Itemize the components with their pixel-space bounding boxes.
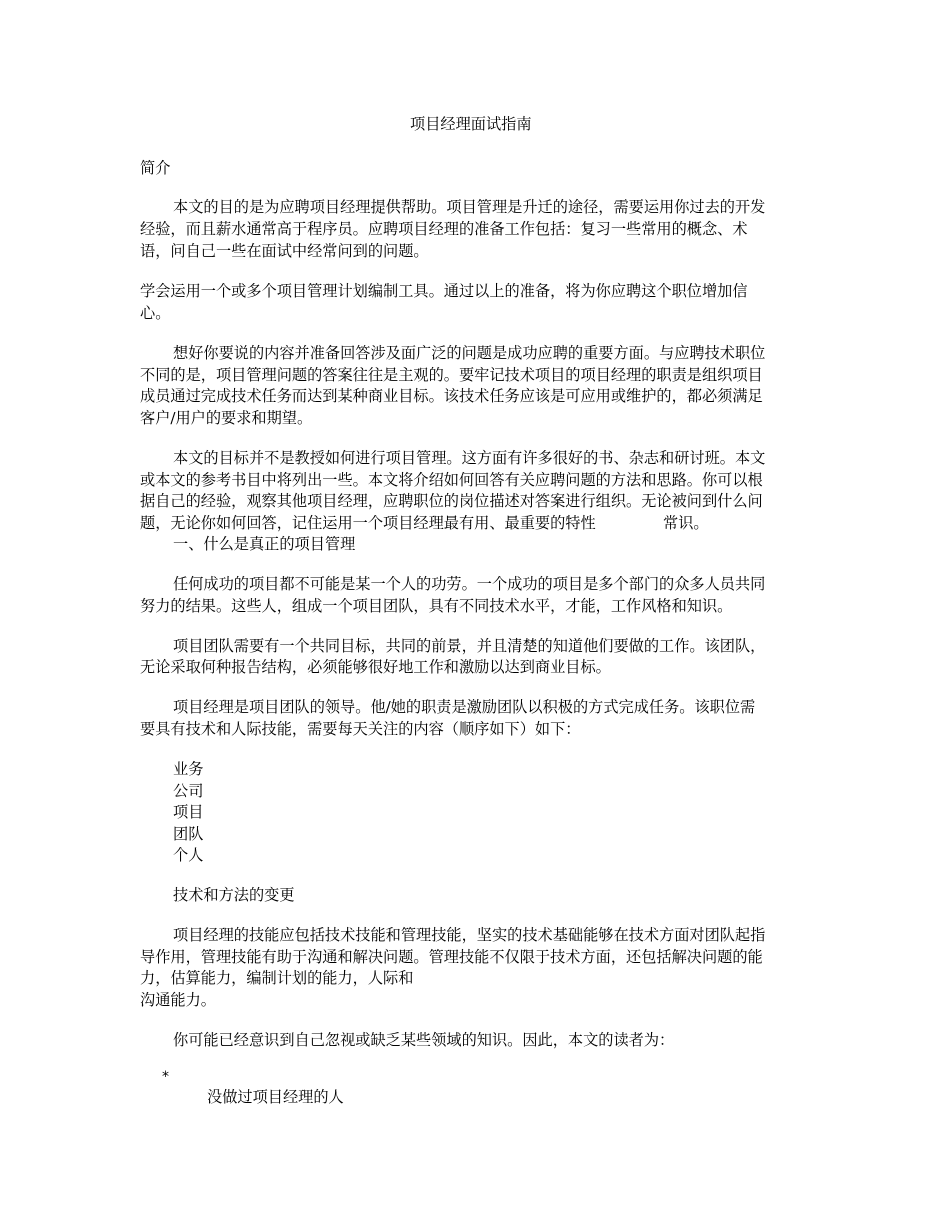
list-item: 个人	[173, 846, 204, 864]
list-item: 团队	[173, 825, 204, 843]
document-title: 项目经理面试指南	[410, 115, 532, 133]
paragraph-line: 你可能已经意识到自己忽视或缺乏某些领域的知识。因此，本文的读者为：	[173, 1031, 675, 1049]
paragraph-line: 项目经理是项目团队的领导。他/她的职责是激励团队以积极的方式完成任务。该职位需	[173, 698, 756, 716]
paragraph-line: 经验，而且薪水通常高于程序员。应聘项目经理的准备工作包括：复习一些常用的概念、术	[140, 220, 748, 238]
paragraph-line: 想好你要说的内容并准备回答涉及面广泛的问题是成功应聘的重要方面。与应聘技术职位	[173, 344, 766, 362]
paragraph-line: 本文的目的是为应聘项目经理提供帮助。项目管理是升迁的途径，需要运用你过去的开发	[173, 198, 766, 216]
paragraph-line: 不同的是，项目管理问题的答案往往是主观的。要牢记技术项目的项目经理的职责是组织项目	[140, 366, 763, 384]
paragraph-line: 努力的结果。这些人，组成一个项目团队，具有不同技术水平，才能，工作风格和知识。	[140, 597, 733, 615]
section-heading: 一、什么是真正的项目管理	[173, 535, 356, 553]
paragraph-line: 项目团队需要有一个共同目标，共同的前景，并且清楚的知道他们要做的工作。该团队，	[173, 637, 766, 655]
paragraph-line: 导作用，管理技能有助于沟通和解决问题。管理技能不仅限于技术方面，还包括解决问题的能	[140, 948, 763, 966]
paragraph-line: 力，估算能力，编制计划的能力，人际和	[140, 969, 414, 987]
paragraph-line: 本文的目标并不是教授如何进行项目管理。这方面有许多很好的书、杂志和研讨班。本文	[173, 449, 766, 467]
paragraph-line: 沟通能力。	[140, 991, 216, 1009]
paragraph-line: 学会运用一个或多个项目管理计划编制工具。通过以上的准备，将为你应聘这个职位增加信	[140, 282, 748, 300]
list-item: 公司	[173, 782, 204, 800]
paragraph-line: 或本文的参考书目中将列出一些。本文将介绍如何回答有关应聘问题的方法和思路。你可以根	[140, 471, 763, 489]
intro-heading: 简介	[140, 159, 171, 177]
paragraph-line: 语，问自己一些在面试中经常问到的问题。	[140, 242, 429, 260]
list-item: 项目	[173, 803, 204, 821]
paragraph-line: 成员通过完成技术任务而达到某种商业目标。该技术任务应该是可应用或维护的，都必须满足	[140, 387, 763, 405]
paragraph-line: 要具有技术和人际技能，需要每天关注的内容（顺序如下）如下：	[140, 720, 581, 738]
paragraph-line: 任何成功的项目都不可能是某一个人的功劳。一个成功的项目是多个部门的众多人员共同	[173, 575, 766, 593]
paragraph-line-end: 常识。	[663, 514, 709, 532]
paragraph-line: 客户/用户的要求和期望。	[140, 409, 313, 427]
paragraph-line: 心。	[140, 304, 171, 322]
list-item: 业务	[173, 760, 204, 778]
sub-heading: 技术和方法的变更	[173, 886, 295, 904]
paragraph-line: 题，无论你如何回答，记住运用一个项目经理最有用、最重要的特性	[140, 514, 596, 532]
paragraph-line: 据自己的经验，观察其他项目经理，应聘职位的岗位描述对答案进行组织。无论被问到什么问	[140, 492, 763, 510]
paragraph-line: 项目经理的技能应包括技术技能和管理技能，坚实的技术基础能够在技术方面对团队起指	[173, 926, 766, 944]
bullet-item: 没做过项目经理的人	[207, 1088, 344, 1106]
paragraph-line: 无论采取何种报告结构，必须能够很好地工作和激励以达到商业目标。	[140, 658, 611, 676]
bullet-asterisk: *	[162, 1069, 169, 1085]
